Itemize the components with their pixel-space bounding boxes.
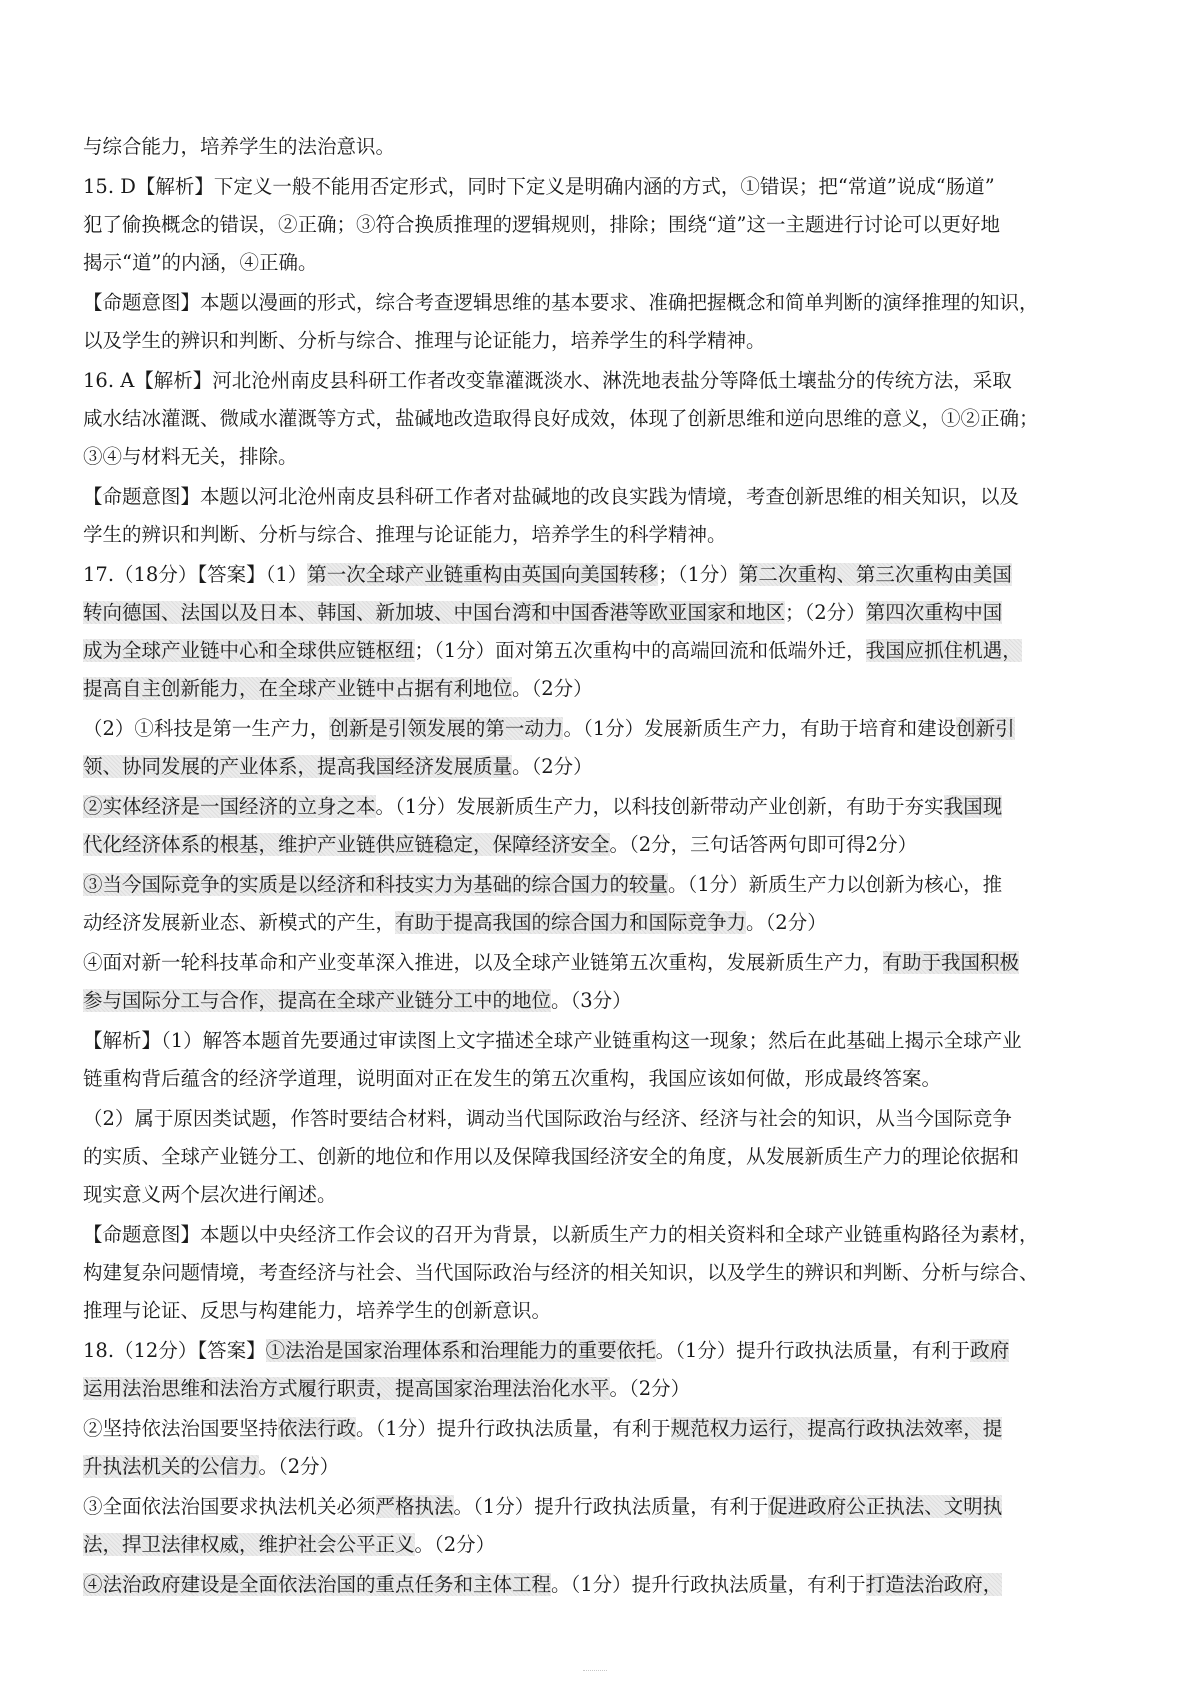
text-segment: 的实质、全球产业链分工、创新的地位和作用以及保障我国经济安全的角度，从发展新质生产力的理论依据和 bbox=[83, 1145, 1020, 1168]
highlighted-answer-text: 严格执法 bbox=[375, 1495, 454, 1518]
highlighted-answer-text: 第一次全球产业链重构由英国向美国转移 bbox=[307, 563, 659, 586]
text-segment: 。（2分） bbox=[609, 1377, 691, 1400]
text-line bbox=[83, 710, 1119, 748]
text-line bbox=[83, 632, 1119, 670]
text-segment: 揭示“道”的内涵，④正确。 bbox=[83, 251, 318, 274]
text-segment: 。（2分） bbox=[512, 755, 593, 778]
highlighted-answer-text: 有助于提高我国的综合国力和国际竞争力 bbox=[395, 911, 747, 934]
highlighted-answer-text: 转向德国、法国以及日本、韩国、新加坡、中国台湾和中国香港等欧亚国家和地区 bbox=[83, 601, 786, 624]
text-segment: ②坚持依法治国要坚持 bbox=[83, 1417, 279, 1440]
text-segment: 【命题意图】本题以漫画的形式，综合考查逻辑思维的基本要求、准确把握概念和简单判断的演绎推理的知识， bbox=[83, 291, 1039, 314]
highlighted-answer-text: 法，捍卫法律权威，维护社会公平正义 bbox=[83, 1533, 415, 1556]
highlighted-answer-text: 参与国际分工与合作，提高在全球产业链分工中的地位 bbox=[83, 989, 552, 1012]
text-segment: 以及学生的辨识和判断、分析与综合、推理与论证能力，培养学生的科学精神。 bbox=[83, 329, 766, 352]
text-segment: 。（2分） bbox=[414, 1533, 496, 1556]
text-segment: 链重构背后蕴含的经济学道理，说明面对正在发生的第五次重构，我国应该如何做，形成最终答案。 bbox=[83, 1067, 942, 1090]
text-segment: 。（1分）提升行政执法质量，有利于 bbox=[453, 1495, 769, 1518]
highlighted-answer-text: 代化经济体系的根基，维护产业链供应链稳定，保障经济安全 bbox=[83, 833, 610, 856]
text-line bbox=[83, 866, 1119, 904]
text-line bbox=[83, 788, 1119, 826]
text-segment: 构建复杂问题情境，考查经济与社会、当代国际政治与经济的相关知识，以及学生的辨识和判断、分析与综合、 bbox=[83, 1261, 1039, 1284]
text-line bbox=[83, 1254, 1119, 1292]
highlighted-answer-text: ①法治是国家治理体系和治理能力的重要依托 bbox=[265, 1339, 656, 1362]
text-segment: 咸水结冰灌溉、微咸水灌溉等方式，盐碱地改造取得良好成效，体现了创新思维和逆向思维的意义，①②正确； bbox=[83, 407, 1039, 430]
highlighted-answer-text: 创新引 bbox=[956, 717, 1015, 740]
highlighted-answer-text: 依法行政 bbox=[278, 1417, 357, 1440]
text-segment: ③④与材料无关，排除。 bbox=[83, 445, 298, 468]
text-segment: 推理与论证、反思与构建能力，培养学生的创新意识。 bbox=[83, 1299, 552, 1322]
text-segment: 。（2分） bbox=[512, 677, 593, 700]
text-segment: （2）属于原因类试题，作答时要结合材料，调动当代国际政治与经济、经济与社会的知识，从当今国际竞争 bbox=[83, 1107, 1012, 1130]
text-line bbox=[83, 516, 1119, 554]
text-line bbox=[83, 478, 1119, 516]
text-line bbox=[83, 1176, 1119, 1214]
text-segment: 【命题意图】本题以河北沧州南皮县科研工作者对盐碱地的改良实践为情境，考查创新思维的相关知识，以及 bbox=[83, 485, 1020, 508]
text-line bbox=[83, 128, 1119, 166]
highlighted-answer-text: 升执法机关的公信力 bbox=[83, 1455, 259, 1478]
text-line bbox=[83, 1448, 1119, 1486]
highlighted-answer-text: 有助于我国积极 bbox=[882, 951, 1020, 974]
text-line bbox=[83, 556, 1119, 594]
highlighted-answer-text: 政府 bbox=[970, 1339, 1010, 1362]
highlighted-answer-text: ③当今国际竞争的实质是以经济和科技实力为基础的综合国力的较量 bbox=[83, 873, 669, 896]
highlighted-answer-text: 规范权力运行，提高行政执法效率，提 bbox=[670, 1417, 1003, 1440]
text-segment: 。（2分） bbox=[258, 1455, 340, 1478]
text-segment: 。（1分）新质生产力以创新为核心，推 bbox=[668, 873, 1003, 896]
text-line bbox=[83, 826, 1119, 864]
page-footer-mark bbox=[583, 1667, 607, 1671]
text-segment: 。（2分，三句话答两句即可得2分） bbox=[609, 833, 918, 856]
highlighted-answer-text: ④法治政府建设是全面依法治国的重点任务和主体工程 bbox=[83, 1573, 552, 1596]
text-line bbox=[83, 1138, 1119, 1176]
highlighted-answer-text: 促进政府公正执法、文明执 bbox=[768, 1495, 1003, 1518]
text-line bbox=[83, 1292, 1119, 1330]
text-segment: 【解析】（1）解答本题首先要通过审读图上文字描述全球产业链重构这一现象；然后在此基础上揭示全球产业 bbox=[83, 1029, 1022, 1052]
text-line bbox=[83, 1488, 1119, 1526]
highlighted-answer-text: 第二次重构、第三次重构由美国 bbox=[738, 563, 1012, 586]
text-segment: 与综合能力，培养学生的法治意识。 bbox=[83, 135, 396, 158]
text-line bbox=[83, 284, 1119, 322]
text-segment: 。（1分）发展新质生产力，有助于培育和建设 bbox=[563, 717, 957, 740]
text-line bbox=[83, 1216, 1119, 1254]
text-segment: 【命题意图】本题以中央经济工作会议的召开为背景，以新质生产力的相关资料和全球产业链重构路径为素材， bbox=[83, 1223, 1039, 1246]
text-segment: 。（1分）发展新质生产力，以科技创新带动产业创新，有助于夯实 bbox=[375, 795, 944, 818]
answer-text-body bbox=[83, 128, 1119, 1604]
text-segment: 。（1分）提升行政执法质量，有利于 bbox=[655, 1339, 971, 1362]
text-segment: 16. A【解析】河北沧州南皮县科研工作者改变靠灌溉淡水、淋洗地表盐分等降低土壤盐分的传统方法，采取 bbox=[83, 369, 1012, 392]
highlighted-answer-text: 成为全球产业链中心和全球供应链枢纽 bbox=[83, 639, 415, 662]
highlighted-answer-text: 第四次重构中国 bbox=[865, 601, 1003, 624]
text-line bbox=[83, 400, 1119, 438]
highlighted-answer-text: 运用法治思维和法治方式履行职责，提高国家治理法治化水平 bbox=[83, 1377, 610, 1400]
highlighted-answer-text: ②实体经济是一国经济的立身之本 bbox=[83, 795, 376, 818]
text-line bbox=[83, 748, 1119, 786]
text-line bbox=[83, 1526, 1119, 1564]
text-segment: 15. D【解析】下定义一般不能用否定形式，同时下定义是明确内涵的方式，①错误；把“常道”说成“肠道” bbox=[83, 175, 995, 198]
text-line bbox=[83, 206, 1119, 244]
text-segment: 18.（12分）【答案】 bbox=[83, 1339, 266, 1362]
text-segment: ；（1分） bbox=[658, 563, 739, 586]
text-segment: 。（1分）提升行政执法质量，有利于 bbox=[356, 1417, 671, 1440]
highlighted-answer-text: 打造法治政府， bbox=[865, 1573, 1003, 1596]
highlighted-answer-text: 我国现 bbox=[943, 795, 1003, 818]
highlighted-answer-text: 创新是引领发展的第一动力 bbox=[329, 717, 564, 740]
text-line bbox=[83, 1022, 1119, 1060]
text-segment: 。（2分） bbox=[746, 911, 827, 934]
highlighted-answer-text: 领、协同发展的产业体系，提高我国经济发展质量 bbox=[83, 755, 513, 778]
text-segment: 17.（18分）【答案】（1） bbox=[83, 563, 308, 586]
text-segment: ；（1分）面对第五次重构中的高端回流和低端外迁， bbox=[414, 639, 866, 662]
text-line bbox=[83, 1370, 1119, 1408]
text-segment: 动经济发展新业态、新模式的产生， bbox=[83, 911, 396, 934]
text-segment: ④面对新一轮科技革命和产业变革深入推进，以及全球产业链第五次重构，发展新质生产力， bbox=[83, 951, 883, 974]
highlighted-answer-text: 提高自主创新能力，在全球产业链中占据有利地位 bbox=[83, 677, 513, 700]
text-line bbox=[83, 594, 1119, 632]
text-line bbox=[83, 1332, 1119, 1370]
text-segment: 学生的辨识和判断、分析与综合、推理与论证能力，培养学生的科学精神。 bbox=[83, 523, 727, 546]
text-line bbox=[83, 1060, 1119, 1098]
text-line bbox=[83, 670, 1119, 708]
text-line bbox=[83, 1100, 1119, 1138]
text-segment: （2）①科技是第一生产力， bbox=[83, 717, 330, 740]
text-segment: 。（1分）提升行政执法质量，有利于 bbox=[551, 1573, 866, 1596]
text-line bbox=[83, 1410, 1119, 1448]
text-line bbox=[83, 168, 1119, 206]
text-segment: 现实意义两个层次进行阐述。 bbox=[83, 1183, 337, 1206]
text-line bbox=[83, 244, 1119, 282]
text-segment: ③全面依法治国要求执法机关必须 bbox=[83, 1495, 376, 1518]
text-segment: 。（3分） bbox=[551, 989, 632, 1012]
text-segment: ；（2分） bbox=[785, 601, 866, 624]
text-line bbox=[83, 438, 1119, 476]
text-line bbox=[83, 322, 1119, 360]
text-line bbox=[83, 1566, 1119, 1604]
highlighted-answer-text: 我国应抓住机遇， bbox=[865, 639, 1022, 662]
text-segment: 犯了偷换概念的错误，②正确；③符合换质推理的逻辑规则，排除；围绕“道”这一主题进行讨论可以更好地 bbox=[83, 213, 1000, 236]
text-line bbox=[83, 944, 1119, 982]
text-line bbox=[83, 362, 1119, 400]
text-line bbox=[83, 904, 1119, 942]
text-line bbox=[83, 982, 1119, 1020]
